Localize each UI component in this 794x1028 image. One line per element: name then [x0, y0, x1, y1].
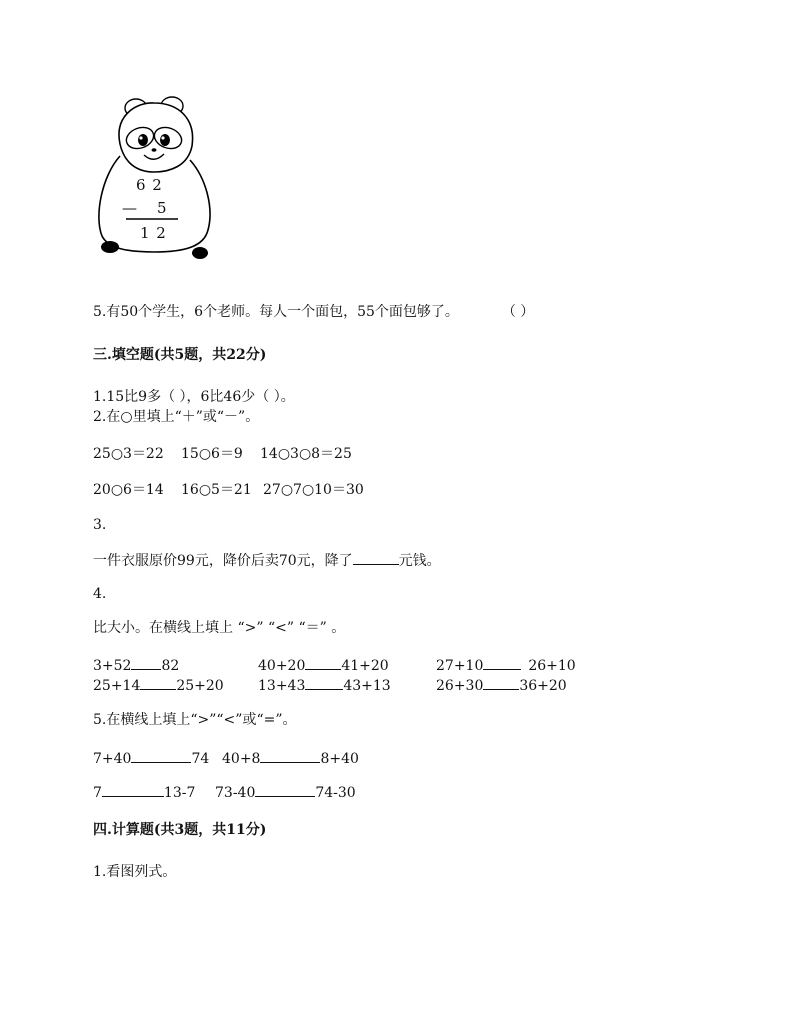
compare-left: 3+52: [93, 658, 132, 674]
fill-question-3: [93, 550, 441, 570]
compare-left: 40+8: [222, 751, 261, 767]
section-4-heading: 四.计算题(共3题，共11分): [93, 822, 267, 838]
panda-subtraction-subtrahend: 5: [157, 199, 167, 217]
compare-item: [436, 675, 567, 695]
compare-left: 27+10: [436, 658, 484, 674]
panda-subtraction-minuend: 6 2: [136, 176, 163, 194]
fill-2-item: 27○7○10＝30: [263, 482, 364, 498]
fill-2-item: 15○6＝9: [181, 446, 243, 462]
compare-left: 7+40: [93, 751, 132, 767]
compare-right: 41+20: [341, 658, 389, 674]
fill-question-5: 5.在横线上填上“>”“<”或“=”。: [93, 712, 297, 728]
panda-subtraction-result: 1 2: [140, 224, 167, 242]
compare-item: [436, 655, 576, 675]
compare-right: 25+20: [176, 678, 224, 694]
judge-answer-paren: （ ）: [501, 304, 535, 320]
compare-right: 43+13: [343, 678, 391, 694]
compare-item: [222, 748, 359, 768]
compare-right: 74: [191, 751, 210, 767]
compare-item: [93, 655, 179, 675]
fill-question-2: 2.在○里填上“＋”或“－”。: [93, 409, 260, 425]
answer-blank[interactable]: [483, 655, 521, 670]
compare-right: 82: [161, 658, 180, 674]
fill-2-item: 16○5＝21: [181, 482, 252, 498]
answer-blank[interactable]: [255, 782, 315, 797]
compare-left: 13+43: [258, 678, 306, 694]
answer-blank[interactable]: [353, 550, 399, 565]
compare-right: 36+20: [519, 678, 567, 694]
compare-left: 25+14: [93, 678, 141, 694]
compare-item: [93, 748, 209, 768]
calc-question-1: 1.看图列式。: [93, 864, 177, 880]
answer-blank[interactable]: [131, 655, 161, 670]
compare-right: 74-30: [315, 785, 356, 801]
fill-question-4-number: 4.: [93, 586, 107, 602]
compare-left: 73-40: [215, 785, 256, 801]
fill-2-item: 14○3○8＝25: [260, 446, 352, 462]
compare-right: 26+10: [528, 658, 576, 674]
fill-question-1: 1.15比9多（ ），6比46少（ ）。: [93, 389, 295, 405]
fill-3-text-after: 元钱。: [398, 553, 441, 569]
fill-2-item: 20○6＝14: [93, 482, 164, 498]
compare-right: 8+40: [320, 751, 359, 767]
compare-item: [93, 675, 224, 695]
section-3-heading: 三.填空题(共5题，共22分): [93, 347, 267, 363]
judge-question-5-text: 5.有50个学生，6个老师。每人一个面包，55个面包够了。: [93, 304, 459, 320]
compare-left: 26+30: [436, 678, 484, 694]
compare-item: [258, 655, 389, 675]
judge-question-5: [93, 303, 534, 321]
answer-blank[interactable]: [483, 675, 519, 690]
panda-illustration: [96, 96, 216, 266]
answer-blank[interactable]: [102, 782, 164, 797]
compare-left: 7: [93, 785, 102, 801]
fill-2-item: 25○3＝22: [93, 446, 164, 462]
answer-blank[interactable]: [305, 675, 343, 690]
compare-right: 13-7: [163, 785, 196, 801]
answer-blank[interactable]: [140, 675, 176, 690]
answer-blank[interactable]: [260, 748, 320, 763]
fill-question-3-number: 3.: [93, 517, 107, 533]
answer-blank[interactable]: [131, 748, 191, 763]
compare-item: [93, 782, 195, 802]
fill-question-4: 比大小。在横线上填上 “>” “<” “＝” 。: [93, 620, 346, 636]
compare-item: [258, 675, 391, 695]
panda-minus-sign: —: [122, 199, 137, 217]
compare-item: [215, 782, 356, 802]
answer-blank[interactable]: [305, 655, 341, 670]
compare-left: 40+20: [258, 658, 306, 674]
fill-3-text-before: 一件衣服原价99元，降价后卖70元，降了: [93, 553, 353, 569]
